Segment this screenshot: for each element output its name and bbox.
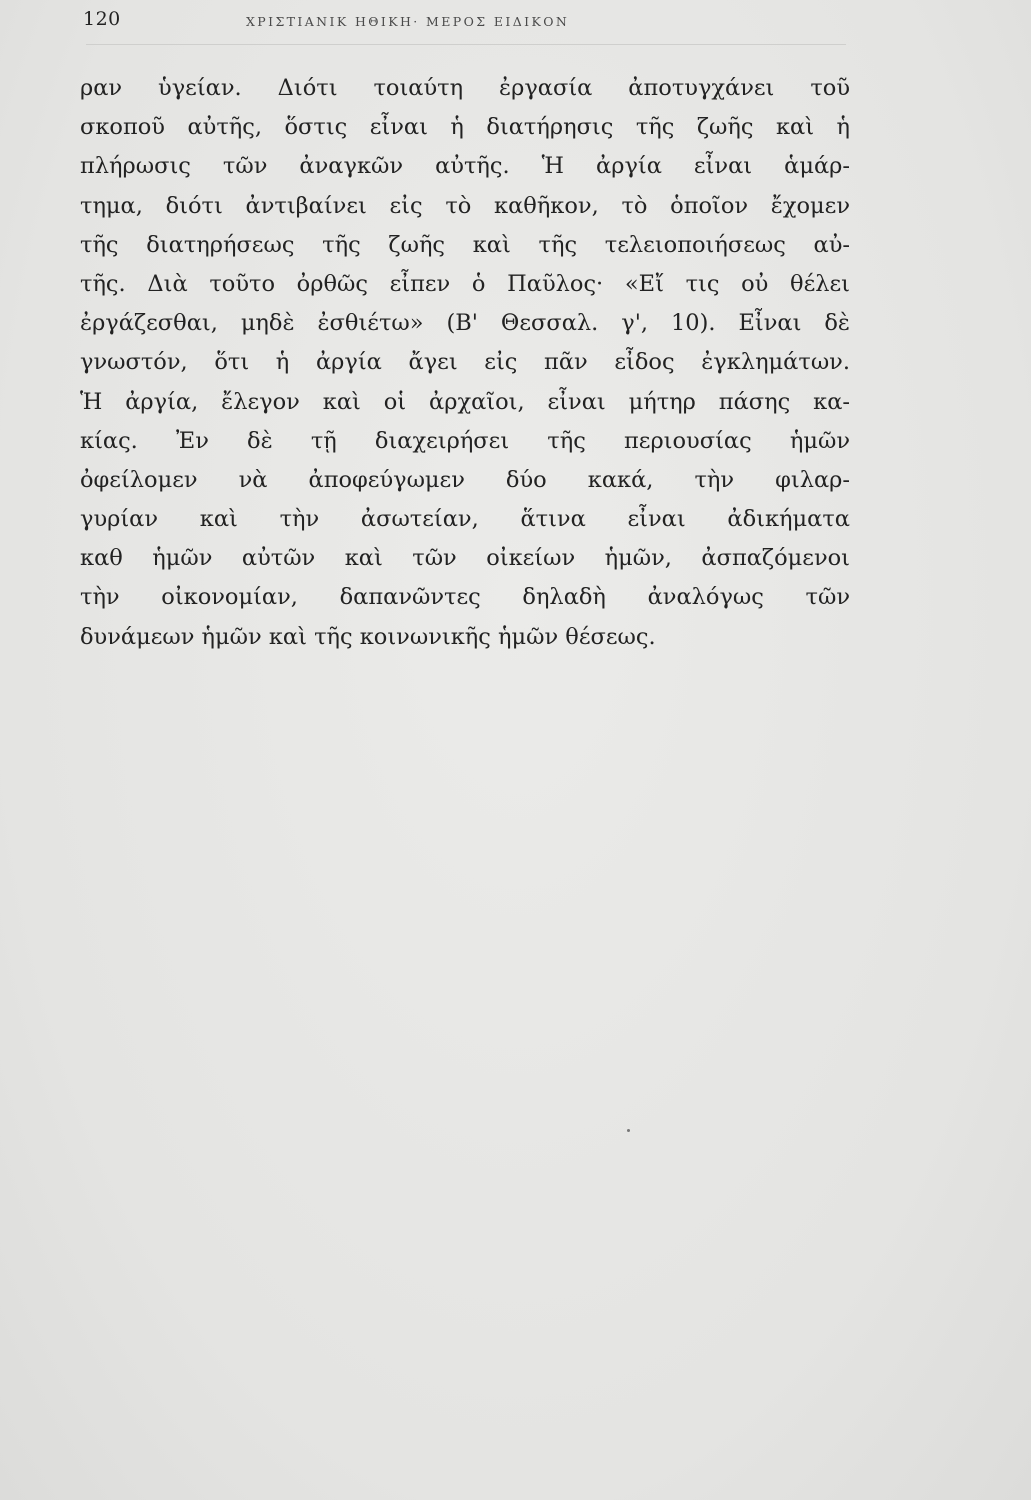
body-paragraph (80, 69, 850, 657)
text-line: ραν ὑγείαν. Διότι τοιαύτη ἐργασία ἀποτυγχάνει τοῦ (80, 75, 850, 101)
running-head: ΧΡΙΣΤΙΑΝΙΚ ΗΘΙΚΗ· ΜΕΡΟΣ ΕΙΔΙΚΟΝ (246, 14, 570, 29)
text-line: καθ ἡμῶν αὐτῶν καὶ τῶν οἰκείων ἡμῶν, ἀσπαζόμενοι (80, 545, 850, 572)
text-line: κίας. Ἐν δὲ τῇ διαχειρήσει τῆς περιουσίας ἡμῶν (80, 427, 850, 454)
page-number: 120 (83, 8, 121, 30)
header-rule (86, 44, 846, 45)
text-line: ἐργάζεσθαι, μηδὲ ἐσθιέτω» (Β' Θεσσαλ. γ', 10). Εἶναι δὲ (80, 310, 850, 337)
text-line: πλήρωσις τῶν ἀναγκῶν αὐτῆς. Ἡ ἀργία εἶναι ἁμάρ- (80, 153, 850, 180)
text-line: γυρίαν καὶ τὴν ἀσωτείαν, ἅτινα εἶναι ἀδικήματα (80, 506, 850, 533)
text-line: γνωστόν, ὅτι ἡ ἀργία ἄγει εἰς πᾶν εἶδος ἐγκλημάτων. (80, 349, 850, 376)
paper-speck (627, 1129, 630, 1132)
text-line: τημα, διότι ἀντιβαίνει εἰς τὸ καθῆκον, τὸ ὁποῖον ἔχομεν (80, 192, 850, 219)
text-line: τῆς. Διὰ τοῦτο ὀρθῶς εἶπεν ὁ Παῦλος· «Εἴ τις οὐ θέλει (80, 270, 850, 297)
text-line: ὀφείλομεν νὰ ἀποφεύγωμεν δύο κακά, τὴν φιλαρ- (80, 466, 850, 493)
text-line-last: δυνάμεων ἡμῶν καὶ τῆς κοινωνικῆς ἡμῶν θέσεως. (80, 623, 656, 650)
text-line: τὴν οἰκονομίαν, δαπανῶντες δηλαδὴ ἀναλόγως τῶν (80, 584, 850, 611)
text-line: τῆς διατηρήσεως τῆς ζωῆς καὶ τῆς τελειοποιήσεως αὐ- (80, 231, 850, 258)
text-line: Ἡ ἀργία, ἔλεγον καὶ οἱ ἀρχαῖοι, εἶναι μήτηρ πάσης κα- (80, 388, 850, 415)
text-line: σκοποῦ αὐτῆς, ὅστις εἶναι ἡ διατήρησις τῆς ζωῆς καὶ ἡ (80, 114, 850, 141)
